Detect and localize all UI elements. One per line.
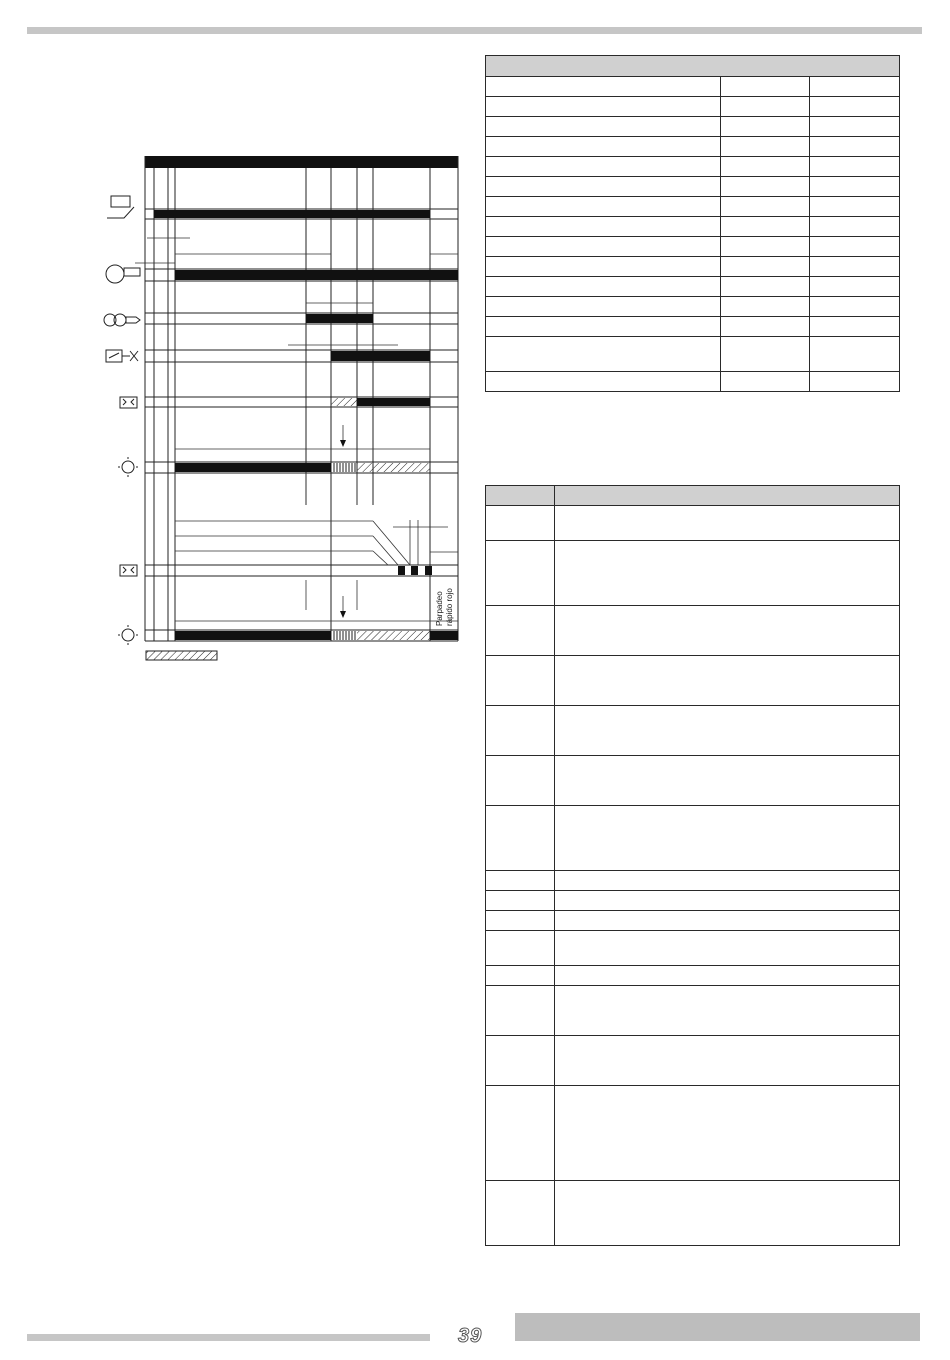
table-cell (486, 137, 721, 157)
table-cell (721, 297, 810, 317)
table-cell (810, 117, 900, 137)
table-cell (721, 372, 810, 392)
footer-bar-right (515, 1313, 920, 1341)
table-cell (810, 137, 900, 157)
table-cell (721, 257, 810, 277)
note-line-2: rápido rojo (445, 588, 454, 626)
blink-pulse-2 (411, 566, 418, 575)
table-cell (555, 911, 900, 931)
lamp-icon (122, 461, 134, 473)
motor-shaft-icon (124, 268, 140, 276)
signal-bar-5-hatched (331, 398, 357, 406)
table-cell (486, 372, 721, 392)
table-cell (555, 871, 900, 891)
table-cell (486, 197, 721, 217)
table-cell (486, 317, 721, 337)
table-cell (486, 756, 555, 806)
table-cell (721, 177, 810, 197)
signal-bar-6 (175, 463, 331, 472)
table-cell (486, 1181, 555, 1246)
table-cell (721, 277, 810, 297)
table-cell (486, 1086, 555, 1181)
valve-icon (120, 397, 137, 408)
table-cell (486, 806, 555, 871)
table-cell (486, 1036, 555, 1086)
table-cell (486, 541, 555, 606)
table-cell (721, 137, 810, 157)
table-cell (555, 966, 900, 986)
table-cell (555, 706, 900, 756)
table-cell (486, 277, 721, 297)
table-codes (485, 485, 900, 1246)
table-cell (486, 77, 721, 97)
signal-bar-7 (175, 631, 331, 640)
table-cell (486, 257, 721, 277)
table-cell (486, 706, 555, 756)
table-cell (810, 177, 900, 197)
signal-bar-4 (331, 351, 430, 361)
table-cell (486, 97, 721, 117)
table-cell (486, 177, 721, 197)
table-cell (721, 237, 810, 257)
table-cell (810, 277, 900, 297)
table-cell (810, 77, 900, 97)
table-cell (721, 97, 810, 117)
table-cell (810, 297, 900, 317)
switch-contact-icon (107, 207, 134, 218)
signal-bar-6-hatched (357, 463, 430, 472)
valve-icon-2 (120, 565, 137, 576)
table-cell (486, 117, 721, 137)
table-cell (810, 97, 900, 117)
table-cell (486, 337, 721, 372)
table-cell (486, 966, 555, 986)
table-cell (810, 257, 900, 277)
signal-bar-2 (175, 270, 458, 280)
table-cell (486, 891, 555, 911)
table-cell (486, 506, 555, 541)
table-cell (721, 77, 810, 97)
signal-bar-1 (154, 210, 430, 218)
footer-bar-left (27, 1334, 430, 1341)
table-cell (486, 986, 555, 1036)
signal-bar-6-striped (331, 463, 357, 472)
signal-bar-5 (357, 398, 430, 406)
table-cell (810, 237, 900, 257)
table-cell (555, 1036, 900, 1086)
timing-diagram (0, 0, 470, 670)
signal-bar-7-end (430, 631, 458, 640)
switch-icon (111, 196, 130, 207)
table-cell (486, 911, 555, 931)
page-number: 39 (458, 1325, 483, 1347)
table-cell (555, 756, 900, 806)
table-cell (555, 541, 900, 606)
table-cell (486, 297, 721, 317)
motor-icon (106, 265, 124, 283)
table2-header-description (555, 486, 900, 506)
table-cell (555, 1181, 900, 1246)
signal-bar-7-striped (331, 631, 357, 640)
table-cell (555, 1086, 900, 1181)
lamp-icon-2 (122, 629, 134, 641)
table1-header (486, 56, 900, 77)
signal-bar-7-hatched (357, 631, 430, 640)
table-cell (486, 606, 555, 656)
table-cell (555, 931, 900, 966)
row-icons (104, 196, 140, 645)
table-cell (486, 157, 721, 177)
table-cell (810, 157, 900, 177)
table-cell (721, 157, 810, 177)
table-cell (555, 606, 900, 656)
table-cell (721, 337, 810, 372)
table-cell (721, 117, 810, 137)
table-cell (486, 871, 555, 891)
table-cell (810, 317, 900, 337)
dimension-lines (135, 238, 458, 621)
table-cell (555, 806, 900, 871)
signal-bar-3 (306, 314, 373, 323)
table-cell (555, 986, 900, 1036)
table-cell (486, 931, 555, 966)
table-cell (810, 337, 900, 372)
table-cell (555, 506, 900, 541)
diagram-header-bar (145, 156, 458, 168)
table-cell (810, 197, 900, 217)
table-cell (810, 372, 900, 392)
table-cell (555, 891, 900, 911)
table-parameters (485, 55, 900, 392)
table-cell (486, 656, 555, 706)
blink-pulse-1 (398, 566, 405, 575)
table-cell (810, 217, 900, 237)
note-line-1: Parpadeo (435, 591, 444, 626)
legend-hatch-swatch (146, 651, 217, 660)
table-cell (486, 237, 721, 257)
table-cell (721, 217, 810, 237)
table-cell (721, 317, 810, 337)
table-cell (721, 197, 810, 217)
table-cell (555, 656, 900, 706)
blink-pulse-3 (425, 566, 432, 575)
table2-header-code (486, 486, 555, 506)
table-cell (486, 217, 721, 237)
